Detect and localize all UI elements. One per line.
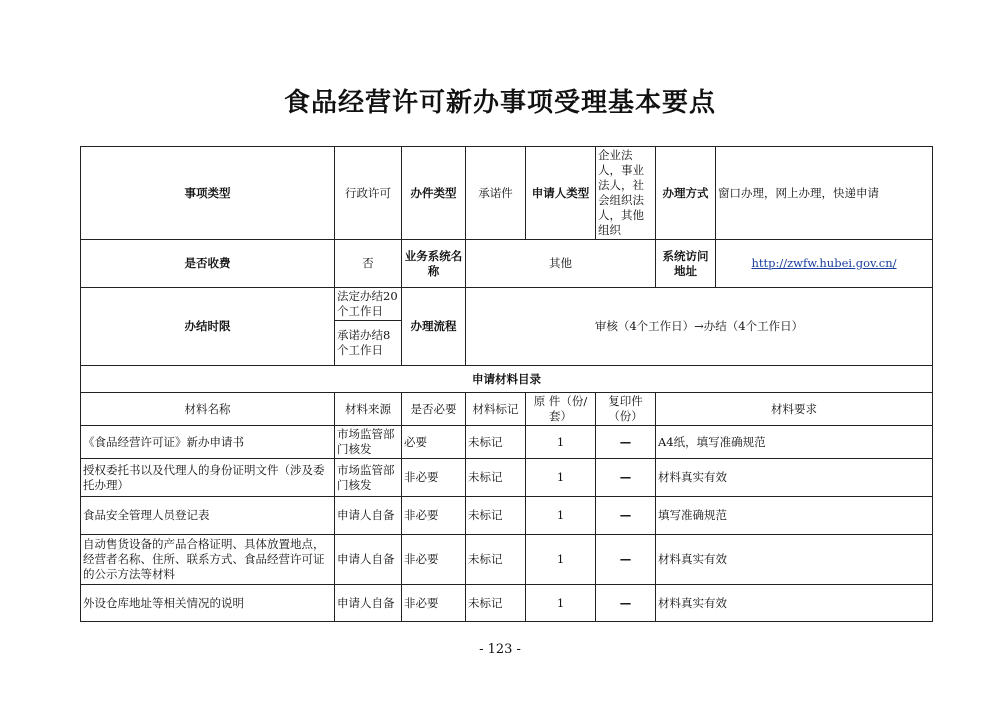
col-header-source: 材料来源 (335, 393, 402, 426)
col-header-mark: 材料标记 (466, 393, 526, 426)
material-copy: — (596, 459, 656, 497)
info-row-type (81, 147, 933, 240)
fee-label: 是否收费 (81, 240, 335, 288)
material-name: 授权委托书以及代理人的身份证明文件（涉及委托办理） (81, 459, 335, 497)
deadline-label: 办结时限 (81, 288, 335, 366)
case-type-value: 承诺件 (466, 147, 526, 240)
material-required: 非必要 (402, 459, 466, 497)
material-original: 1 (526, 497, 596, 535)
method-label: 办理方式 (656, 147, 716, 240)
page-number: - 123 - (479, 642, 521, 657)
material-copy: — (596, 426, 656, 459)
material-original: 1 (526, 585, 596, 622)
deadline-legal: 法定办结20个工作日 (335, 288, 402, 321)
material-required: 非必要 (402, 497, 466, 535)
system-url-label: 系统访问地址 (656, 240, 716, 288)
col-header-name: 材料名称 (81, 393, 335, 426)
table-row (81, 497, 933, 535)
applicant-type-label: 申请人类型 (526, 147, 596, 240)
materials-section-title: 申请材料目录 (81, 366, 933, 393)
material-mark: 未标记 (466, 535, 526, 585)
material-mark: 未标记 (466, 497, 526, 535)
system-url-link[interactable]: http://zwfw.hubei.gov.cn/ (751, 256, 897, 270)
table-row (81, 426, 933, 459)
material-name: 自动售货设备的产品合格证明、具体放置地点，经营者名称、住所、联系方式、食品经营许可证的公示方法等材料 (81, 535, 335, 585)
material-required: 非必要 (402, 535, 466, 585)
material-copy: — (596, 535, 656, 585)
material-copy: — (596, 497, 656, 535)
material-mark: 未标记 (466, 585, 526, 622)
material-source: 市场监管部门核发 (335, 459, 402, 497)
material-original: 1 (526, 459, 596, 497)
page-title: 食品经营许可新办事项受理基本要点 (283, 88, 716, 118)
col-header-original: 原 件（份/套） (526, 393, 596, 426)
material-source: 市场监管部门核发 (335, 426, 402, 459)
material-required: 必要 (402, 426, 466, 459)
method-value: 窗口办理，网上办理，快递申请 (716, 147, 933, 240)
materials-header-row (81, 393, 933, 426)
deadline-promise: 承诺办结8个工作日 (335, 321, 402, 366)
table-row (81, 585, 933, 622)
info-row-deadline (81, 288, 933, 321)
material-mark: 未标记 (466, 459, 526, 497)
table-row (81, 535, 933, 585)
materials-section-row (81, 366, 933, 393)
table-row (81, 459, 933, 497)
item-type-value: 行政许可 (335, 147, 402, 240)
col-header-required: 是否必要 (402, 393, 466, 426)
material-source: 申请人自备 (335, 585, 402, 622)
material-mark: 未标记 (466, 426, 526, 459)
requirements-table (80, 146, 933, 622)
material-name: 食品安全管理人员登记表 (81, 497, 335, 535)
material-source: 申请人自备 (335, 535, 402, 585)
material-requirement: A4纸，填写准确规范 (656, 426, 933, 459)
material-requirement: 材料真实有效 (656, 459, 933, 497)
applicant-type-value: 企业法人，事业法人，社会组织法人，其他组织 (596, 147, 656, 240)
material-requirement: 材料真实有效 (656, 585, 933, 622)
col-header-copy: 复印件（份） (596, 393, 656, 426)
info-row-fee (81, 240, 933, 288)
col-header-requirement: 材料要求 (656, 393, 933, 426)
material-name: 外设仓库地址等相关情况的说明 (81, 585, 335, 622)
item-type-label: 事项类型 (81, 147, 335, 240)
fee-value: 否 (335, 240, 402, 288)
process-value: 审核（4个工作日）→办结（4个工作日） (466, 288, 933, 366)
case-type-label: 办件类型 (402, 147, 466, 240)
material-required: 非必要 (402, 585, 466, 622)
material-copy: — (596, 585, 656, 622)
system-name-value: 其他 (466, 240, 656, 288)
material-requirement: 填写准确规范 (656, 497, 933, 535)
material-source: 申请人自备 (335, 497, 402, 535)
process-label: 办理流程 (402, 288, 466, 366)
material-original: 1 (526, 535, 596, 585)
system-name-label: 业务系统名称 (402, 240, 466, 288)
material-original: 1 (526, 426, 596, 459)
material-name: 《食品经营许可证》新办申请书 (81, 426, 335, 459)
material-requirement: 材料真实有效 (656, 535, 933, 585)
